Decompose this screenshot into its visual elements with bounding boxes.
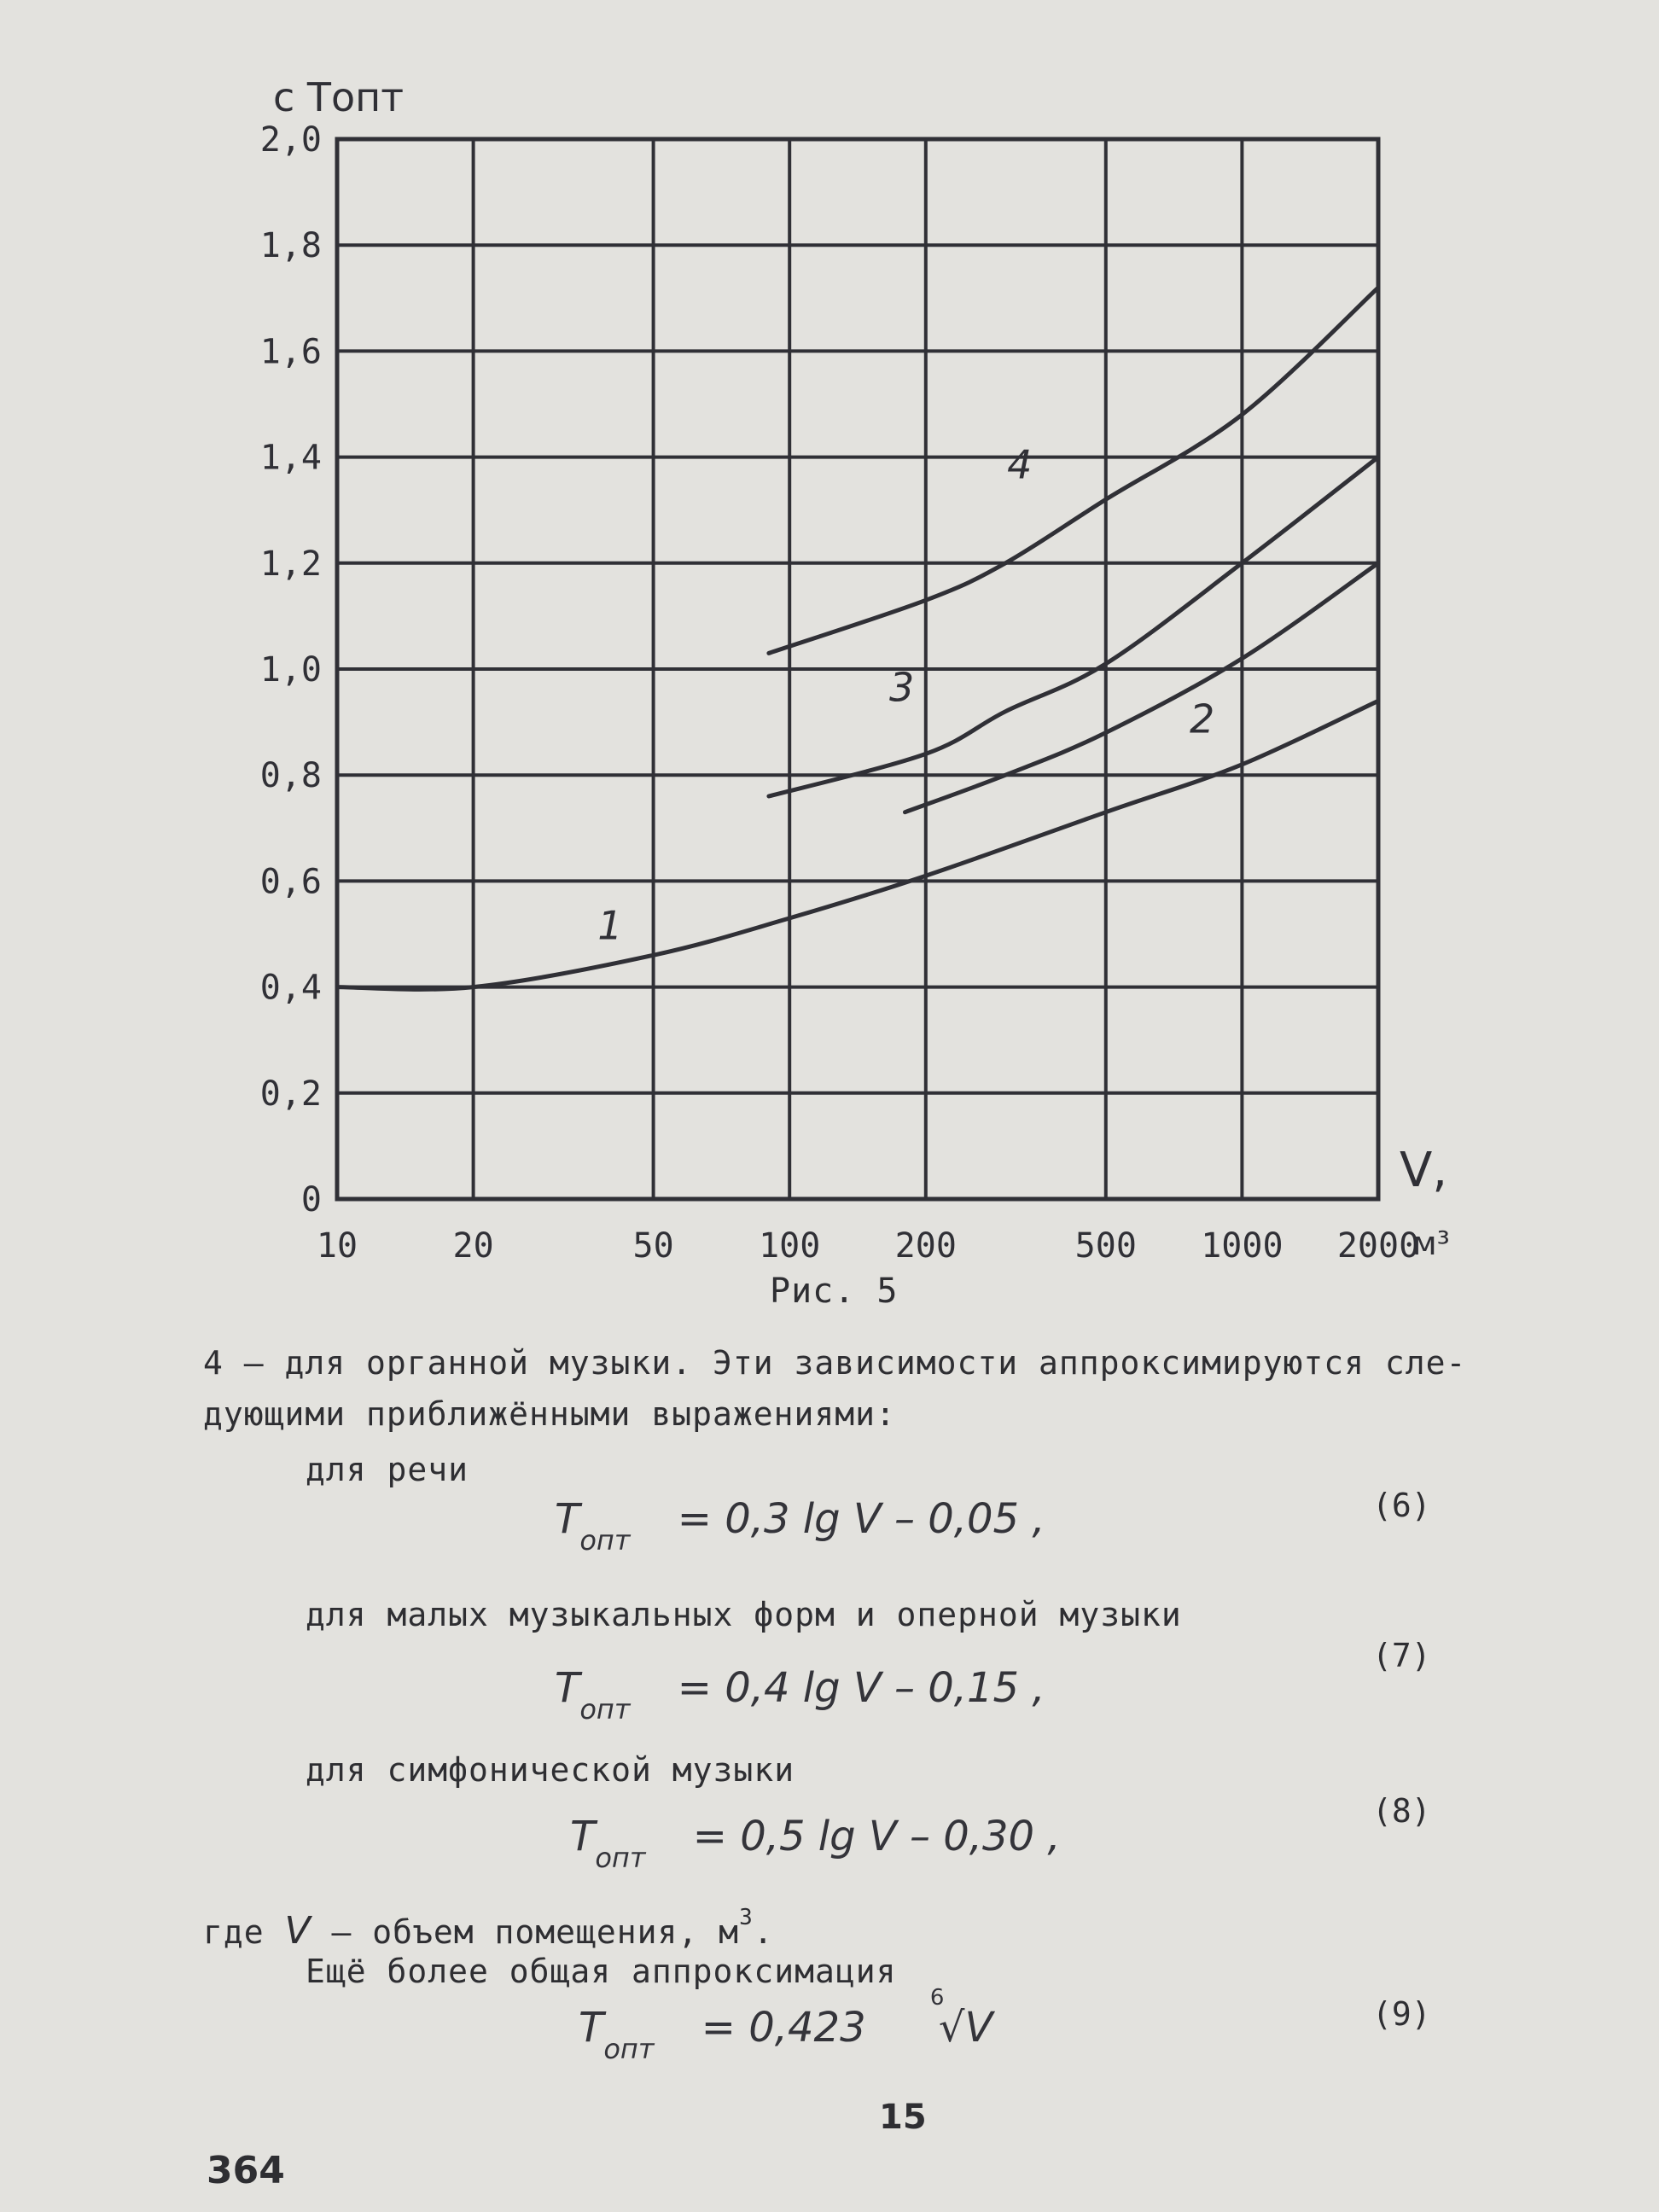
figure-caption: Рис. 5 <box>770 1272 899 1311</box>
equation-number-6: (6) <box>1372 1487 1431 1524</box>
equation-number-9: (9) <box>1372 1995 1431 2033</box>
y-tick-label: 1,6 <box>259 332 322 372</box>
formula-7-sub: опт <box>579 1693 631 1726</box>
corner-mark: 364 <box>207 2149 285 2192</box>
series-line-4 <box>769 288 1378 654</box>
x-axis-unit: м³ <box>1412 1225 1450 1262</box>
body-line-1: 4 – для органной музыки. Эти зависимости аппроксимируются сле- <box>203 1344 1467 1382</box>
x-axis-label: V, <box>1400 1143 1448 1198</box>
y-tick-label: 0,8 <box>259 756 322 796</box>
formula-7 <box>555 1664 1045 1726</box>
opera-label: для малых музыкальных форм и оперной музыки <box>306 1596 1182 1633</box>
chart-series <box>337 288 1378 989</box>
where-variable: V <box>284 1909 311 1953</box>
page-number: 15 <box>879 2098 927 2137</box>
formula-9-lhs: T <box>579 2004 604 2052</box>
y-tick-label: 1,8 <box>259 226 322 266</box>
formula-9-sub: опт <box>603 2033 655 2065</box>
y-tick-label: 1,4 <box>259 438 322 478</box>
y-tick-label: 1,0 <box>259 650 322 690</box>
series-label-3: 3 <box>888 664 915 711</box>
y-tick-label: 0,4 <box>259 968 322 1008</box>
x-tick-label: 500 <box>1074 1226 1137 1266</box>
series-label-1: 1 <box>597 902 623 949</box>
x-tick-label: 50 <box>632 1226 674 1266</box>
formula-6-lhs: T <box>555 1495 580 1543</box>
root-radicand: √V <box>938 2004 993 2052</box>
x-tick-label: 200 <box>894 1226 957 1266</box>
formula-7-rhs: = 0,4 lg V – 0,15 , <box>677 1664 1045 1712</box>
series-line-1 <box>337 701 1378 989</box>
formula-9 <box>579 1985 993 2065</box>
formula-6-rhs: = 0,3 lg V – 0,05 , <box>677 1495 1045 1543</box>
formula-7-lhs: T <box>555 1664 580 1712</box>
speech-label: для речи <box>306 1451 469 1488</box>
formula-8-sub: опт <box>595 1842 646 1874</box>
formula-8-lhs: T <box>570 1813 596 1860</box>
x-tick-label: 100 <box>759 1226 821 1266</box>
x-tick-label: 20 <box>452 1226 494 1266</box>
y-tick-label: 0 <box>300 1180 322 1220</box>
series-label-2: 2 <box>1190 696 1215 742</box>
y-tick-label: 0,6 <box>259 862 322 902</box>
formula-9-rhs: = 0,423 <box>701 2004 866 2052</box>
x-tick-label: 2000 <box>1336 1226 1420 1266</box>
formula-6-sub: опт <box>579 1524 631 1557</box>
formula-9-root <box>929 1985 993 2052</box>
where-prefix: где <box>203 1913 285 1951</box>
root-index: 6 <box>929 1985 945 2011</box>
formula-8-rhs: = 0,5 lg V – 0,30 , <box>692 1813 1061 1860</box>
y-tick-label: 2,0 <box>259 120 322 160</box>
general-approx-label: Ещё более общая аппроксимация <box>306 1953 897 1990</box>
where-line <box>203 1905 774 1953</box>
symphony-label: для симфонической музыки <box>306 1751 795 1789</box>
x-tick-label: 10 <box>316 1226 358 1266</box>
series-label-4: 4 <box>1007 441 1033 488</box>
x-tick-label: 1000 <box>1201 1226 1284 1266</box>
formula-6 <box>555 1495 1045 1557</box>
y-tick-label: 0,2 <box>259 1074 322 1114</box>
y-tick-label: 1,2 <box>259 544 322 584</box>
y-axis-label: c Tопт <box>273 74 405 120</box>
where-end: . <box>753 1913 774 1951</box>
equation-number-8: (8) <box>1372 1792 1431 1830</box>
where-text: – объем помещения, м <box>311 1913 740 1951</box>
where-superscript: 3 <box>739 1905 754 1930</box>
equation-number-7: (7) <box>1372 1637 1431 1674</box>
body-line-2: дующими приближёнными выражениями: <box>203 1395 896 1433</box>
formula-8 <box>570 1813 1061 1874</box>
